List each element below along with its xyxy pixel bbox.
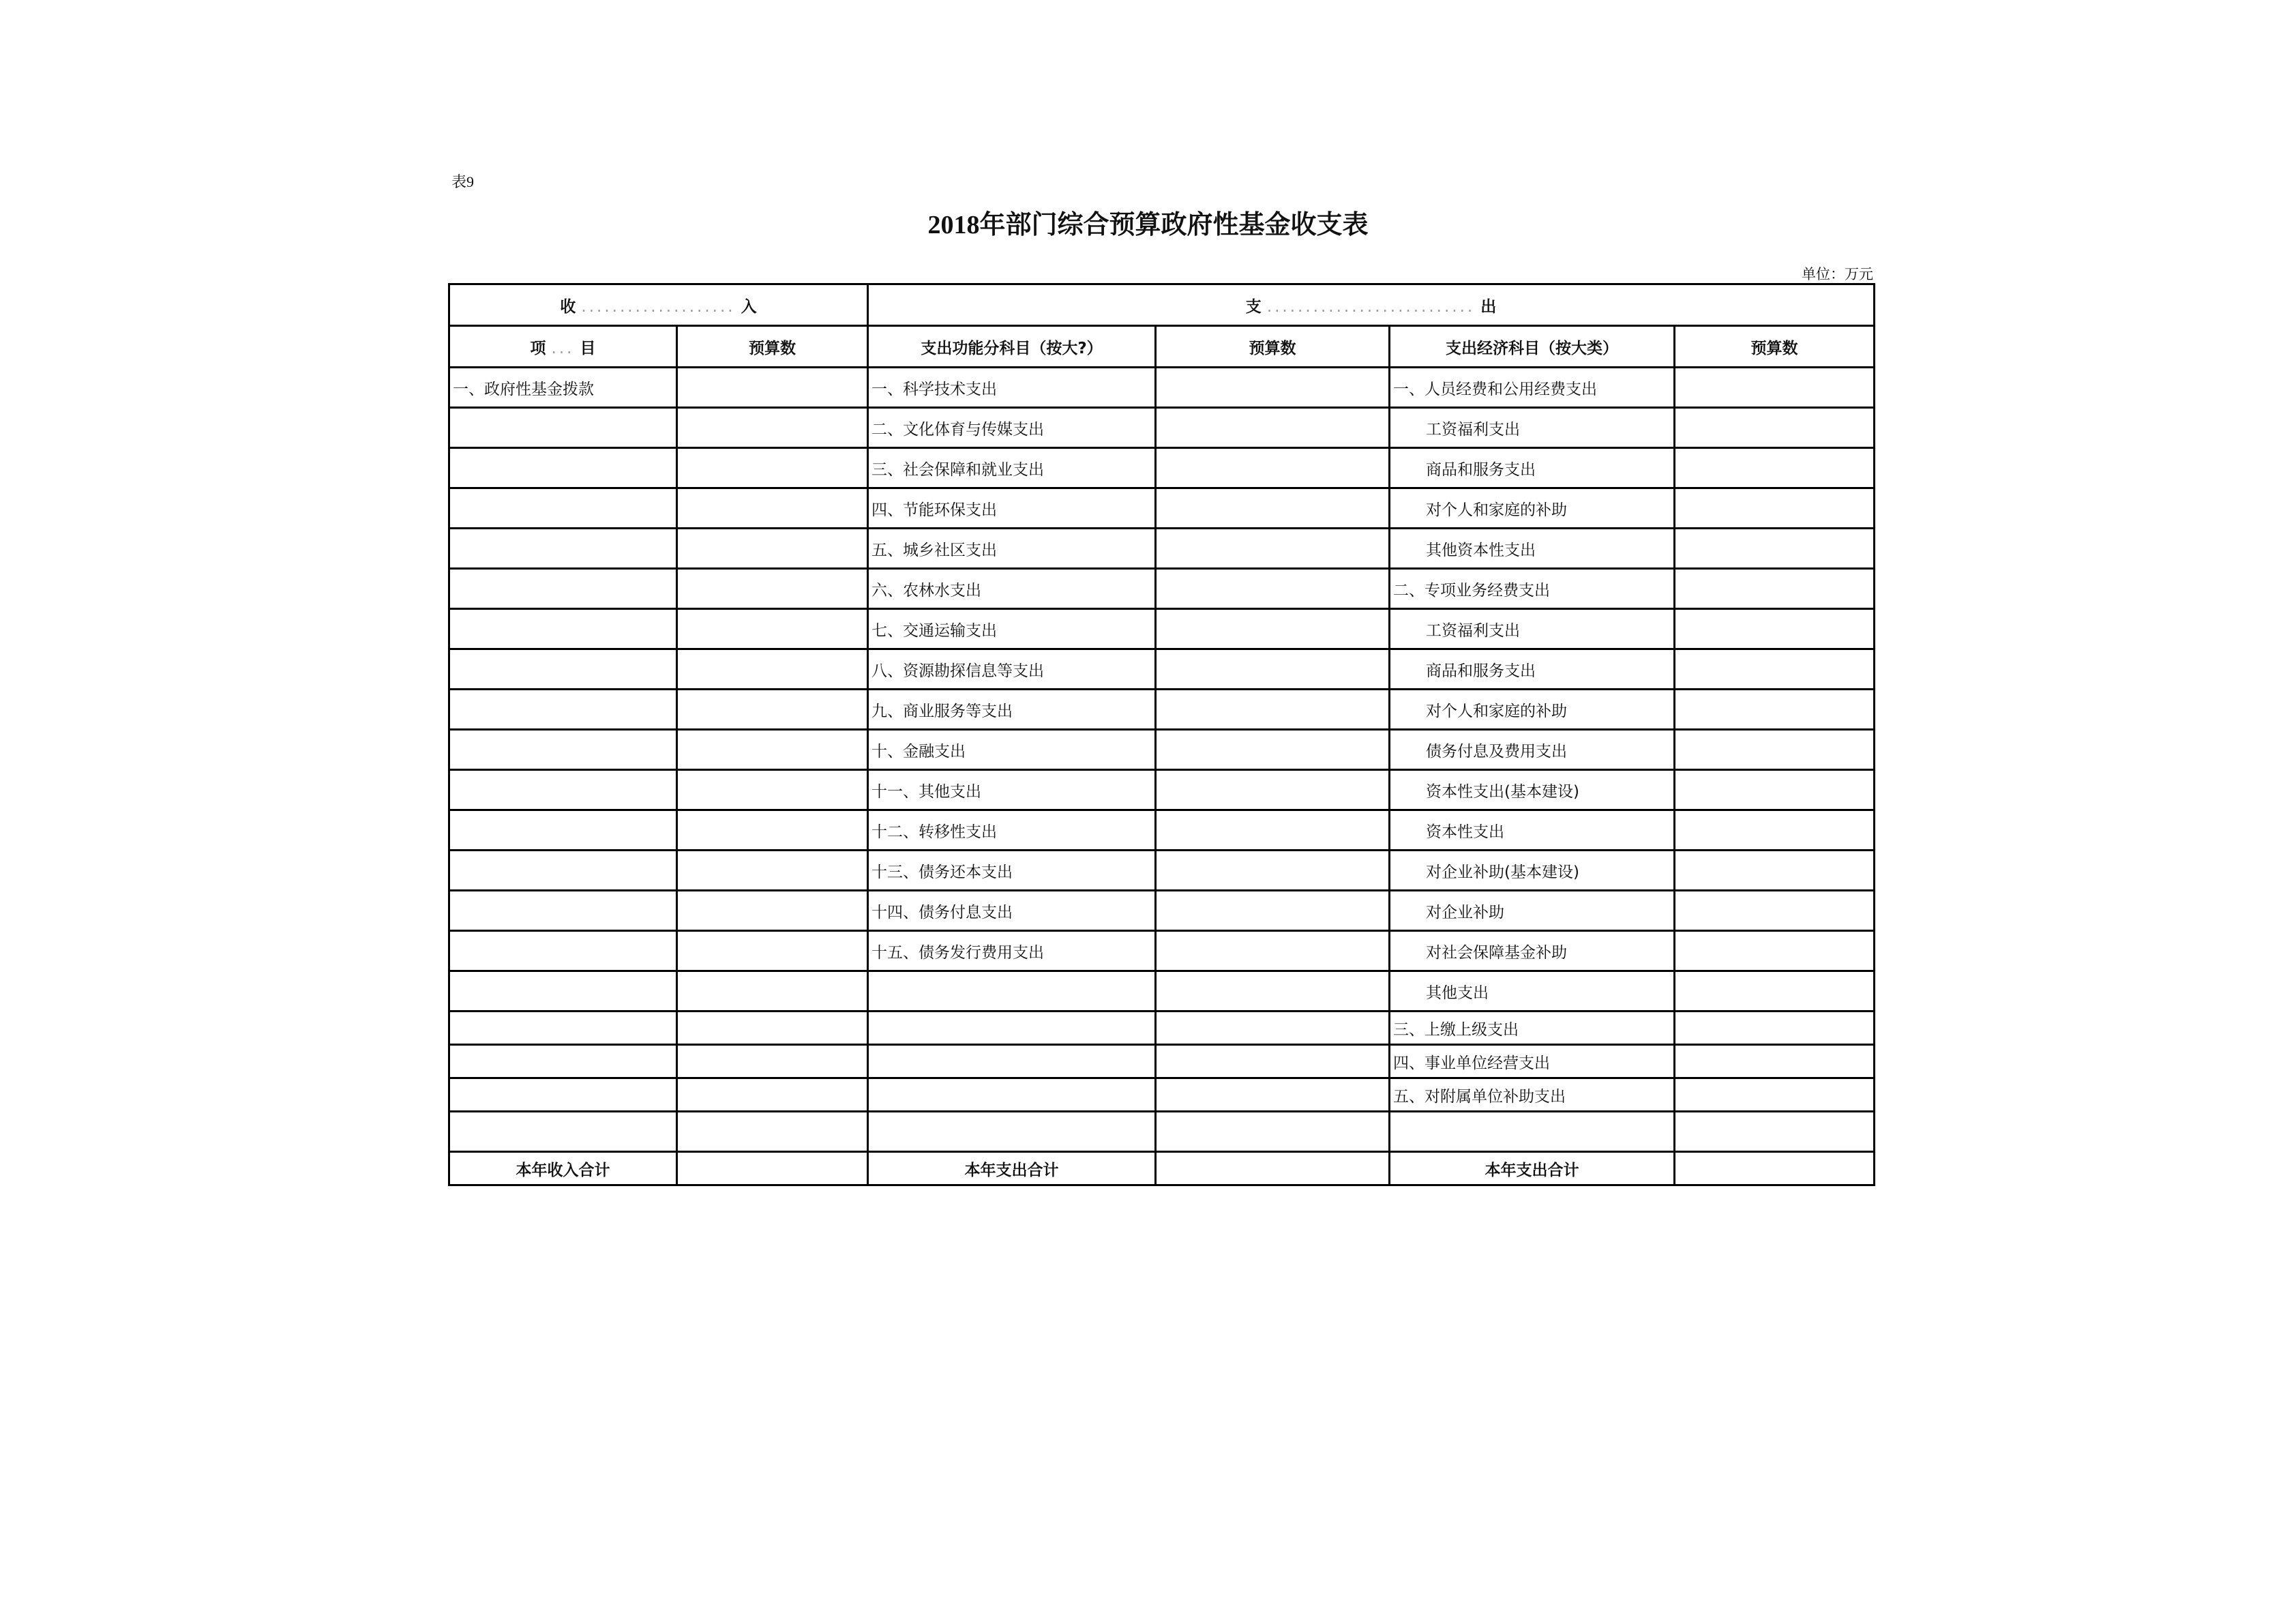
economic-subject-cell: 一、人员经费和公用经费支出 bbox=[1390, 368, 1675, 408]
economic-budget-cell bbox=[1675, 1112, 1875, 1152]
economic-subject-cell bbox=[1390, 1112, 1675, 1152]
function-budget-cell bbox=[1156, 408, 1390, 448]
economic-subject-cell: 资本性支出(基本建设) bbox=[1390, 770, 1675, 810]
income-budget-cell bbox=[677, 529, 868, 569]
economic-subject-cell: 对企业补助(基本建设) bbox=[1390, 851, 1675, 891]
function-subject-cell bbox=[868, 971, 1156, 1012]
income-budget-cell bbox=[677, 408, 868, 448]
header-dots: ... bbox=[551, 339, 575, 357]
col-header-budget-2: 预算数 bbox=[1156, 326, 1390, 368]
income-budget-cell bbox=[677, 971, 868, 1012]
income-header-b: 入 bbox=[741, 297, 757, 316]
table-row bbox=[449, 569, 1875, 609]
table-row bbox=[449, 448, 1875, 488]
table-number: 表9 bbox=[451, 173, 475, 190]
income-budget-cell bbox=[677, 770, 868, 810]
economic-budget-cell bbox=[1675, 529, 1875, 569]
economic-budget-cell bbox=[1675, 649, 1875, 690]
function-budget-cell bbox=[1156, 1045, 1390, 1078]
income-item-cell bbox=[449, 1045, 677, 1078]
income-budget-cell bbox=[677, 368, 868, 408]
function-budget-cell bbox=[1156, 931, 1390, 971]
col-header-item-a: 项 bbox=[530, 339, 546, 357]
economic-subject-cell: 对个人和家庭的补助 bbox=[1390, 690, 1675, 730]
function-subject-cell bbox=[868, 1045, 1156, 1078]
table-row bbox=[449, 408, 1875, 448]
function-subject-cell: 十、金融支出 bbox=[868, 730, 1156, 770]
income-budget-cell bbox=[677, 730, 868, 770]
function-subject-cell: 二、文化体育与传媒支出 bbox=[868, 408, 1156, 448]
function-budget-cell bbox=[1156, 1112, 1390, 1152]
income-item-cell bbox=[449, 1112, 677, 1152]
function-subject-cell: 八、资源勘探信息等支出 bbox=[868, 649, 1156, 690]
function-subject-cell: 四、节能环保支出 bbox=[868, 488, 1156, 529]
income-budget-cell bbox=[677, 448, 868, 488]
income-budget-cell bbox=[677, 569, 868, 609]
economic-subject-cell: 工资福利支出 bbox=[1390, 609, 1675, 649]
income-item-cell: 一、政府性基金拨款 bbox=[449, 368, 677, 408]
function-total-value bbox=[1156, 1152, 1390, 1185]
function-subject-cell: 五、城乡社区支出 bbox=[868, 529, 1156, 569]
economic-budget-cell bbox=[1675, 569, 1875, 609]
function-subject-cell: 十五、债务发行费用支出 bbox=[868, 931, 1156, 971]
function-budget-cell bbox=[1156, 971, 1390, 1012]
col-header-item bbox=[449, 326, 677, 368]
income-budget-cell bbox=[677, 931, 868, 971]
expense-header-a: 支 bbox=[1245, 297, 1262, 316]
economic-subject-cell: 商品和服务支出 bbox=[1390, 448, 1675, 488]
function-subject-cell: 十三、债务还本支出 bbox=[868, 851, 1156, 891]
economic-subject-cell: 对个人和家庭的补助 bbox=[1390, 488, 1675, 529]
expense-header-b: 出 bbox=[1480, 297, 1497, 316]
economic-budget-cell bbox=[1675, 609, 1875, 649]
function-budget-cell bbox=[1156, 810, 1390, 851]
income-item-cell bbox=[449, 891, 677, 931]
economic-subject-cell: 工资福利支出 bbox=[1390, 408, 1675, 448]
economic-budget-cell bbox=[1675, 931, 1875, 971]
economic-budget-cell bbox=[1675, 1012, 1875, 1045]
income-item-cell bbox=[449, 851, 677, 891]
expense-group-header bbox=[868, 284, 1875, 326]
income-budget-cell bbox=[677, 649, 868, 690]
income-budget-cell bbox=[677, 891, 868, 931]
income-header-a: 收 bbox=[560, 297, 576, 316]
economic-subject-cell: 对企业补助 bbox=[1390, 891, 1675, 931]
function-budget-cell bbox=[1156, 368, 1390, 408]
economic-subject-cell: 债务付息及费用支出 bbox=[1390, 730, 1675, 770]
unit-label: 单位：万元 bbox=[1802, 266, 1873, 282]
income-item-cell bbox=[449, 971, 677, 1012]
economic-subject-cell: 二、专项业务经费支出 bbox=[1390, 569, 1675, 609]
table-row bbox=[449, 851, 1875, 891]
function-budget-cell bbox=[1156, 690, 1390, 730]
economic-budget-cell bbox=[1675, 690, 1875, 730]
economic-budget-cell bbox=[1675, 368, 1875, 408]
economic-total-value bbox=[1675, 1152, 1875, 1185]
function-subject-cell: 九、商业服务等支出 bbox=[868, 690, 1156, 730]
function-budget-cell bbox=[1156, 529, 1390, 569]
header-dots: .................... bbox=[581, 297, 736, 316]
income-item-cell bbox=[449, 448, 677, 488]
function-budget-cell bbox=[1156, 488, 1390, 529]
economic-subject-cell: 五、对附属单位补助支出 bbox=[1390, 1078, 1675, 1112]
table-row bbox=[449, 770, 1875, 810]
economic-budget-cell bbox=[1675, 1045, 1875, 1078]
income-budget-cell bbox=[677, 1045, 868, 1078]
income-budget-cell bbox=[677, 609, 868, 649]
income-budget-cell bbox=[677, 1078, 868, 1112]
function-total-label: 本年支出合计 bbox=[868, 1152, 1156, 1185]
income-item-cell bbox=[449, 931, 677, 971]
budget-table bbox=[448, 283, 1875, 1186]
function-subject-cell: 十四、债务付息支出 bbox=[868, 891, 1156, 931]
col-header-budget-3: 预算数 bbox=[1675, 326, 1875, 368]
col-header-budget-1: 预算数 bbox=[677, 326, 868, 368]
function-budget-cell bbox=[1156, 770, 1390, 810]
economic-budget-cell bbox=[1675, 408, 1875, 448]
table-row bbox=[449, 1112, 1875, 1152]
function-subject-cell: 三、社会保障和就业支出 bbox=[868, 448, 1156, 488]
function-subject-cell: 一、科学技术支出 bbox=[868, 368, 1156, 408]
function-budget-cell bbox=[1156, 448, 1390, 488]
function-budget-cell bbox=[1156, 1012, 1390, 1045]
function-budget-cell bbox=[1156, 851, 1390, 891]
function-subject-cell: 十二、转移性支出 bbox=[868, 810, 1156, 851]
function-budget-cell bbox=[1156, 649, 1390, 690]
economic-subject-cell: 商品和服务支出 bbox=[1390, 649, 1675, 690]
economic-budget-cell bbox=[1675, 448, 1875, 488]
table-row bbox=[449, 730, 1875, 770]
function-subject-cell: 七、交通运输支出 bbox=[868, 609, 1156, 649]
function-budget-cell bbox=[1156, 1078, 1390, 1112]
income-budget-cell bbox=[677, 690, 868, 730]
income-item-cell bbox=[449, 730, 677, 770]
function-subject-cell: 六、农林水支出 bbox=[868, 569, 1156, 609]
header-dots: ........................... bbox=[1266, 297, 1476, 316]
function-subject-cell bbox=[868, 1112, 1156, 1152]
income-total-value bbox=[677, 1152, 868, 1185]
function-subject-cell bbox=[868, 1012, 1156, 1045]
table-row bbox=[449, 690, 1875, 730]
income-budget-cell bbox=[677, 810, 868, 851]
economic-subject-cell: 三、上缴上级支出 bbox=[1390, 1012, 1675, 1045]
economic-budget-cell bbox=[1675, 851, 1875, 891]
income-item-cell bbox=[449, 770, 677, 810]
income-total-label: 本年收入合计 bbox=[449, 1152, 677, 1185]
table-row bbox=[449, 649, 1875, 690]
income-item-cell bbox=[449, 649, 677, 690]
table-row bbox=[449, 529, 1875, 569]
economic-budget-cell bbox=[1675, 891, 1875, 931]
table-row bbox=[449, 810, 1875, 851]
table-row bbox=[449, 971, 1875, 1012]
table-row bbox=[449, 609, 1875, 649]
table-row bbox=[449, 488, 1875, 529]
function-subject-cell bbox=[868, 1078, 1156, 1112]
page-title: 2018年部门综合预算政府性基金收支表 bbox=[927, 211, 1369, 239]
income-item-cell bbox=[449, 1012, 677, 1045]
income-item-cell bbox=[449, 488, 677, 529]
economic-subject-cell: 其他支出 bbox=[1390, 971, 1675, 1012]
income-item-cell bbox=[449, 690, 677, 730]
economic-subject-cell: 资本性支出 bbox=[1390, 810, 1675, 851]
table-row bbox=[449, 368, 1875, 408]
income-item-cell bbox=[449, 1078, 677, 1112]
economic-budget-cell bbox=[1675, 730, 1875, 770]
economic-total-label: 本年支出合计 bbox=[1390, 1152, 1675, 1185]
income-budget-cell bbox=[677, 851, 868, 891]
totals-row bbox=[449, 1152, 1875, 1185]
income-item-cell bbox=[449, 569, 677, 609]
economic-budget-cell bbox=[1675, 1078, 1875, 1112]
col-header-economic-subject: 支出经济科目（按大类） bbox=[1390, 326, 1675, 368]
column-header-row bbox=[449, 326, 1875, 368]
income-budget-cell bbox=[677, 1112, 868, 1152]
economic-subject-cell: 四、事业单位经营支出 bbox=[1390, 1045, 1675, 1078]
income-item-cell bbox=[449, 529, 677, 569]
function-budget-cell bbox=[1156, 569, 1390, 609]
income-budget-cell bbox=[677, 1012, 868, 1045]
economic-budget-cell bbox=[1675, 488, 1875, 529]
function-budget-cell bbox=[1156, 609, 1390, 649]
income-item-cell bbox=[449, 810, 677, 851]
table-row bbox=[449, 891, 1875, 931]
economic-budget-cell bbox=[1675, 770, 1875, 810]
function-subject-cell: 十一、其他支出 bbox=[868, 770, 1156, 810]
economic-subject-cell: 其他资本性支出 bbox=[1390, 529, 1675, 569]
economic-budget-cell bbox=[1675, 810, 1875, 851]
table-row bbox=[449, 1045, 1875, 1078]
income-group-header bbox=[449, 284, 868, 326]
col-header-item-b: 目 bbox=[580, 339, 596, 357]
income-item-cell bbox=[449, 408, 677, 448]
income-budget-cell bbox=[677, 488, 868, 529]
function-budget-cell bbox=[1156, 891, 1390, 931]
table-row bbox=[449, 931, 1875, 971]
economic-subject-cell: 对社会保障基金补助 bbox=[1390, 931, 1675, 971]
table-row bbox=[449, 1078, 1875, 1112]
table-row bbox=[449, 1012, 1875, 1045]
income-item-cell bbox=[449, 609, 677, 649]
function-budget-cell bbox=[1156, 730, 1390, 770]
header-group-row bbox=[449, 284, 1875, 326]
col-header-function-subject: 支出功能分科目（按大?） bbox=[868, 326, 1156, 368]
economic-budget-cell bbox=[1675, 971, 1875, 1012]
